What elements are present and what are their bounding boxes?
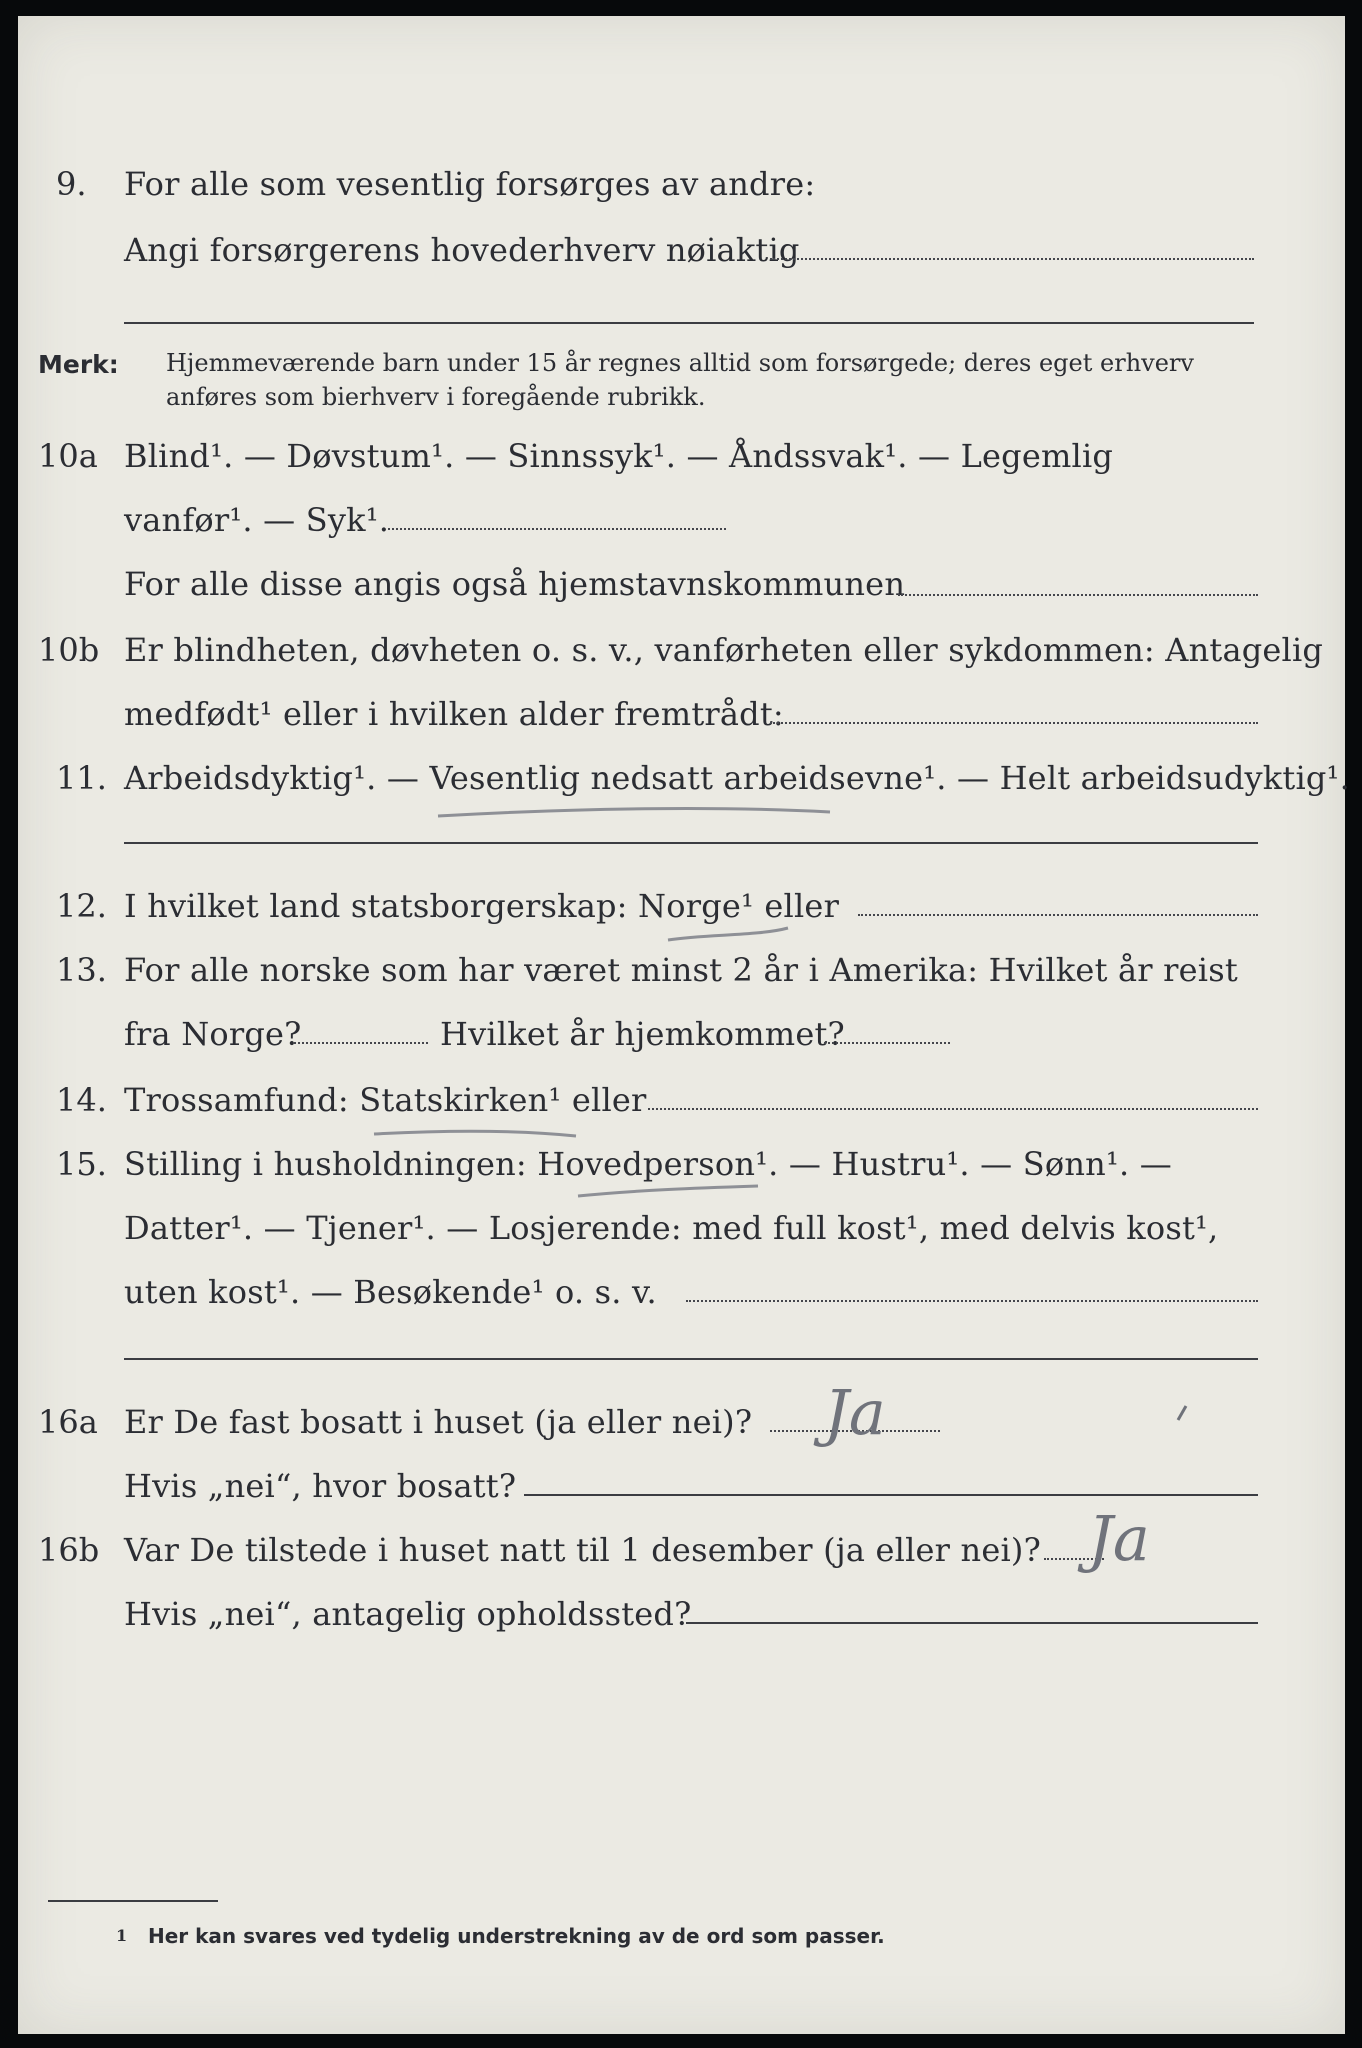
merk-label: Merk: xyxy=(38,350,119,379)
question-number-12: 12. xyxy=(56,887,107,925)
q16b-handwritten-answer: Ja xyxy=(1088,1502,1150,1575)
underline-vesentlig-nedsatt xyxy=(438,809,830,816)
question-number-10a: 10a xyxy=(38,437,98,475)
q16a-bosatt-answer-line[interactable] xyxy=(524,1494,1258,1496)
q16a-line1: Er De fast bosatt i huset (ja eller nei)? xyxy=(124,1403,753,1441)
q9-line1: For alle som vesentlig forsørges av andre: xyxy=(124,165,816,203)
merk-line1: Hjemmeværende barn under 15 år regnes alltid som forsørgede; deres eget erhverv xyxy=(166,349,1194,377)
question-number-9: 9. xyxy=(56,165,87,203)
q11-line1: Arbeidsdyktig¹. — Vesentlig nedsatt arbeidsevne¹. — Helt arbeidsudyktig¹. xyxy=(124,759,1350,797)
q10a-line2: vanfør¹. — Syk¹. xyxy=(124,501,390,539)
q13-reist-answer-line[interactable] xyxy=(294,1042,428,1044)
question-number-14: 14. xyxy=(56,1081,107,1119)
question-number-16b: 16b xyxy=(38,1531,100,1569)
census-form-page xyxy=(18,16,1350,2034)
q9-answer-line[interactable] xyxy=(770,258,1254,260)
q13-line1: For alle norske som har været minst 2 år i Amerika: Hvilket år reist xyxy=(124,951,1238,989)
q10a-line3: For alle disse angis også hjemstavnskommunen xyxy=(124,565,906,603)
q16a-handwritten-answer: Ja xyxy=(824,1376,886,1449)
q12-answer-line[interactable] xyxy=(858,914,1258,916)
underline-statskirken xyxy=(374,1131,576,1136)
question-number-15: 15. xyxy=(56,1145,107,1183)
q13-line2b: Hvilket år hjemkommet? xyxy=(440,1015,845,1053)
q9-line2: Angi forsørgerens hovederhverv nøiaktig xyxy=(124,231,800,269)
q10b-line1: Er blindheten, døvheten o. s. v., vanførheten eller sykdommen: Antagelig xyxy=(124,631,1324,669)
footnote-text: Her kan svares ved tydelig understrekning av de ord som passer. xyxy=(148,1924,885,1948)
q9-separator xyxy=(124,322,1254,324)
q15-line3: uten kost¹. — Besøkende¹ o. s. v. xyxy=(124,1273,657,1311)
q16b-line1: Var De tilstede i huset natt til 1 desember (ja eller nei)? xyxy=(124,1531,1041,1569)
q15-line1: Stilling i husholdningen: Hovedperson¹. — Hustru¹. — Sønn¹. — xyxy=(124,1145,1172,1183)
merk-line2: anføres som bierhverv i foregående rubrikk. xyxy=(166,383,706,411)
q14-line1: Trossamfund: Statskirken¹ eller xyxy=(124,1081,647,1119)
q13-hjemkommet-answer-line[interactable] xyxy=(824,1042,950,1044)
q11-separator xyxy=(124,842,1258,844)
q13-line2a: fra Norge? xyxy=(124,1015,302,1053)
q16a-line2: Hvis „nei“, hvor bosatt? xyxy=(124,1467,517,1505)
q15-line2: Datter¹. — Tjener¹. — Losjerende: med full kost¹, med delvis kost¹, xyxy=(124,1209,1219,1247)
q16b-opholdssted-answer-line[interactable] xyxy=(686,1622,1258,1624)
q15-separator xyxy=(124,1358,1258,1360)
q12-line1: I hvilket land statsborgerskap: Norge¹ eller xyxy=(124,887,840,925)
underline-norge xyxy=(668,928,788,940)
question-number-16a: 16a xyxy=(38,1403,98,1441)
footnote-mark: 1 xyxy=(116,1926,128,1945)
q10a-line1: Blind¹. — Døvstum¹. — Sinnssyk¹. — Åndssvak¹. — Legemlig xyxy=(124,437,1114,475)
q10a-hjemstavn-answer-line[interactable] xyxy=(898,594,1258,596)
q15-answer-line[interactable] xyxy=(686,1300,1258,1302)
q10b-line2: medfødt¹ eller i hvilken alder fremtrådt: xyxy=(124,695,784,733)
q14-answer-line[interactable] xyxy=(648,1108,1258,1110)
question-number-10b: 10b xyxy=(38,631,100,669)
question-number-11: 11. xyxy=(56,759,107,797)
footnote-separator xyxy=(48,1900,218,1902)
q10b-answer-line[interactable] xyxy=(770,722,1258,724)
tick-mark-16a xyxy=(1178,1406,1186,1420)
q16b-line2: Hvis „nei“, antagelig opholdssted? xyxy=(124,1595,692,1633)
question-number-13: 13. xyxy=(56,951,107,989)
q10a-syk-answer-line[interactable] xyxy=(388,528,726,530)
underline-hovedperson xyxy=(578,1186,758,1196)
